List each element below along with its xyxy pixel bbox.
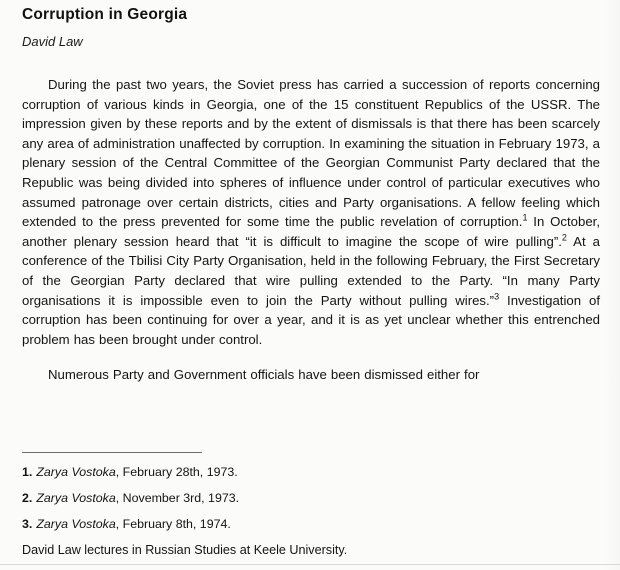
- paragraph-1-segment-1: During the past two years, the Soviet press has carried a succession of reports concerning corruption of various kinds in Georgia, one of the 15 constituent Republics of the USSR. The impression given by these reports and by the extent of dismissals is that there has been scarcely any area of administration unaffected by corruption. In examining the situation in February 1973, a plenary session of the Central Committee of the Georgian Communist Party declared that the Republic was being divided into spheres of influence under control of particular executives who assumed patronage over certain districts, cities and Party organisations. A fellow feeling which extended to the press prevented for some time the public revelation of corruption.: [22, 77, 600, 230]
- footnote-source: Zarya Vostoka: [36, 465, 116, 479]
- footnote-list: [22, 464, 600, 559]
- footnote-detail: , February 8th, 1974.: [115, 517, 231, 531]
- footnote-ref-3[interactable]: 3: [494, 291, 500, 302]
- footnote-ref-1[interactable]: 1: [522, 212, 528, 223]
- paragraph-1-segment-2: In October, another plenary session heard that “it is difficult to imagine the scope of wire pulling”.: [22, 214, 600, 249]
- footnote-source: Zarya Vostoka: [36, 517, 116, 531]
- paragraph-1-segment-4: Investigation of corruption has been continuing for over a year, and it is as yet unclear whether this entrenched problem has been brought under control.: [22, 292, 600, 347]
- page-edge-shadow: [606, 0, 620, 570]
- footnote-item: [22, 464, 600, 481]
- footnote-item: [22, 516, 600, 533]
- page-title: Corruption in Georgia: [22, 6, 188, 23]
- paragraph-1-segment-3: At a conference of the Tbilisi City Party Organisation, held in the following February, the First Secretary of the Georgian Party declared that wire pulling extended to the Party. “In many Party organisations it is impossible even to join the Party without pulling wires.”: [22, 233, 600, 308]
- paragraph-2: Numerous Party and Government officials have been dismissed either for: [48, 367, 480, 383]
- footnote-number: 3.: [22, 517, 33, 531]
- footnote-detail: , November 3rd, 1973.: [115, 491, 240, 505]
- footnote-number: 1.: [22, 465, 33, 479]
- author-byline: David Law: [22, 34, 83, 49]
- footnote-divider: [22, 452, 202, 453]
- footnote-detail: , February 28th, 1973.: [115, 465, 238, 479]
- page-bottom-edge: [0, 564, 620, 565]
- paragraph-1: [22, 75, 600, 349]
- document-content: [22, 6, 600, 385]
- footnote-item: [22, 490, 600, 507]
- footnote-source: Zarya Vostoka: [36, 491, 116, 505]
- footnote-ref-2[interactable]: 2: [561, 232, 567, 243]
- footnote-number: 2.: [22, 491, 33, 505]
- author-affiliation: David Law lectures in Russian Studies at Keele University.: [22, 543, 348, 557]
